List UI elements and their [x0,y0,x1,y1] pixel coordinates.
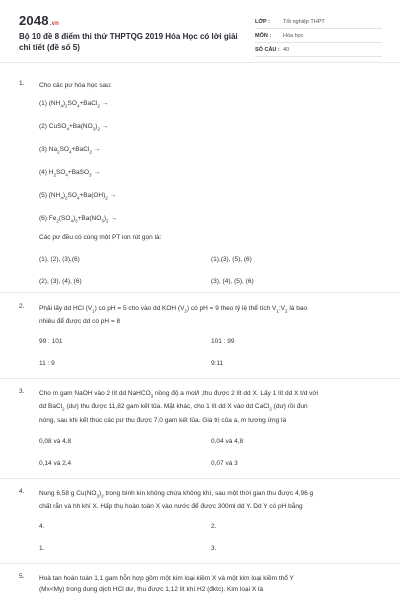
answer-choice-a[interactable]: (1), (2), (3),(6) [39,256,80,263]
question-number: 1. [19,80,25,87]
answer-choice-b[interactable]: 0,04 và 4,8 [211,438,244,445]
meta-panel [255,15,382,57]
question-4 [19,488,383,558]
reaction-6: (6) $Fe_2(SO_4)_3+Ba(NO_3)_2$ → [39,215,118,224]
reaction-3: (3) $Na_2SO_4+BaCl_2$ → [39,146,101,155]
reaction-5: (5) $(NH_4)_2SO_4+Ba(OH)_2$ → [39,192,117,201]
reaction-2: (2) $CuSO_4+Ba(NO_3)_2$ → [39,123,109,132]
question-number: 4. [19,488,25,495]
question-number: 5. [19,573,25,580]
meta-value: Tốt nghiệp THPT [283,18,325,25]
page-title: Bộ 10 đề 8 điểm thi thử THPTQG 2019 Hóa Học có lời giải chi tiết (đề số 5) [19,32,238,52]
question-text: Cho các pư hóa học sau: [39,82,112,89]
answer-choice-a[interactable]: 4. [39,523,45,530]
brand-logo[interactable] [19,13,59,28]
arrow-icon: → [93,146,101,153]
question-number: 2. [19,303,25,310]
question-2 [19,303,383,373]
brand-name: 2048 [19,13,49,28]
question-5 [19,573,383,599]
reaction-1: (1) $(NH_4)_2SO_4+BaCl_2$ → [39,100,109,109]
answer-choice-a[interactable]: 0,08 và 4,8 [39,438,72,445]
answer-choice-b[interactable]: (1),(3), (5), (6) [211,256,252,263]
answer-choice-d[interactable]: 9:11 [211,360,224,367]
question-1 [19,80,383,285]
meta-label: LỚP : [255,18,270,25]
divider [0,563,400,564]
answer-choice-b[interactable]: 101 : 99 [211,338,235,345]
arrow-icon: → [101,123,109,130]
reaction-4: (4) $H_2SO_4+BaSO_3$ → [39,169,101,178]
meta-row-subject [255,29,382,43]
meta-label: MÔN : [255,32,272,39]
question-text: Phải lấy dd HCl $(V_1)$ có pH = 5 cho vào dd KOH $(V_2)$ có pH = 9 theo tỷ lệ thể tích $V_1:V_2$ là bao nhiêu để được dd có pH = 8 [39,305,308,326]
brand-suffix: .vn [49,21,60,27]
meta-row-class [255,15,382,29]
answer-choice-c[interactable]: 1. [39,545,45,552]
question-text: Nung 6,58 g $Cu(NO_3)_2$ trong bình kín không chứa không khí, sau một thời gian thu được 4,96 g chất rắn và hh khí X. Hấp thụ hoàn toàn X vào nước để được 300ml dd Y. Dd Y có pH bằng [39,490,314,511]
meta-row-count [255,43,382,57]
answer-choice-c[interactable]: 0,14 và 2,4 [39,460,72,467]
meta-label: SỐ CÂU : [255,46,280,53]
divider [0,478,400,479]
arrow-icon: → [109,192,117,199]
divider [0,378,400,379]
meta-value: 40 [283,46,290,53]
meta-value: Hóa học [283,32,304,39]
question-3 [19,388,383,473]
answer-choice-d[interactable]: 3. [211,545,217,552]
answer-choice-a[interactable]: 99 : 101 [39,338,63,345]
answer-choice-d[interactable]: (3), (4), (5), (6) [211,278,254,285]
question-number: 3. [19,388,25,395]
answer-choice-c[interactable]: 11 : 9 [39,360,55,367]
arrow-icon: → [101,100,109,107]
question-stem: Các pư đều có cùng một PT ion rút gọn là: [39,234,162,241]
divider [0,62,400,63]
question-text: Hoà tan hoàn toàn 1,1 gam hỗn hợp gồm một kim loại kiềm X và một kim loại kiềm thổ Y (Mx<My) trong dung dịch HCl dư, thu được 1,12 lít khí H2 (đktc). Kim loại X là [39,575,294,593]
divider [0,292,400,293]
arrow-icon: → [93,169,101,176]
answer-choice-d[interactable]: 0,07 và 3 [211,460,238,467]
question-text: Cho m gam NaOH vào 2 lít dd NaHCO$_3$ nồng độ a mol/l ,thu được 2 lít dd X. Lấy 1 lít dd X t/d với dd BaCl$_2$ (dư) thu được 11,82 gam kết tủa. Mặt khác, cho 1 lít dd X vào dd CaCl$_2$ (dư) rồi đun nóng, sau khi kết thúc các pư thu được 7,0 gam kết tủa. Giá trị của a, m tương ứng là [39,390,319,424]
answer-choice-b[interactable]: 2. [211,523,217,530]
arrow-icon: → [110,215,118,222]
answer-choice-c[interactable]: (2), (3), (4), (6) [39,278,82,285]
